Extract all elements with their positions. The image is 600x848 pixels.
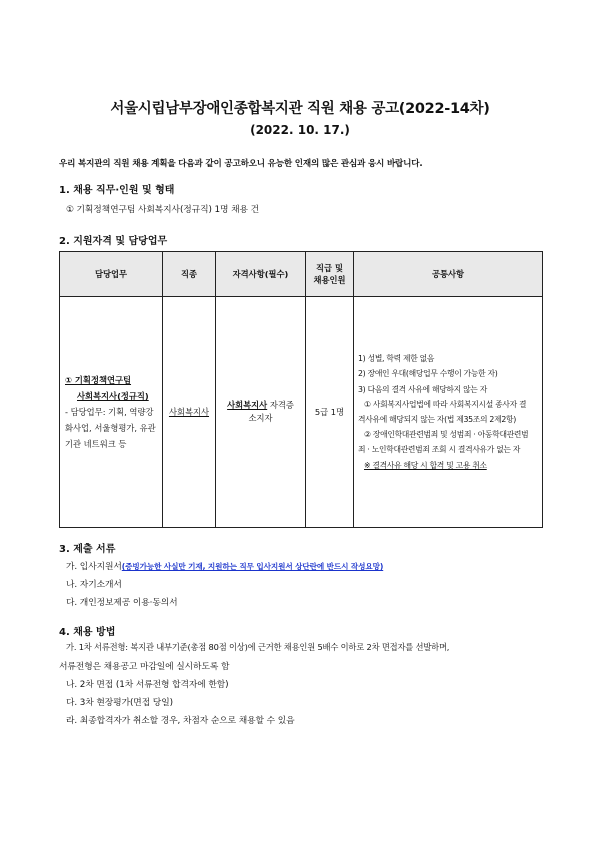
qualification-bold: 사회복지사: [227, 399, 268, 410]
table-header-row: [60, 252, 543, 297]
document-item: 나. 자기소개서: [66, 580, 122, 590]
header-grade-line2: 채용인원: [313, 275, 346, 285]
common-line: 2) 장애인 우대(해당업무 수행이 가능한 자): [358, 369, 498, 379]
header-grade: [306, 252, 354, 297]
page-title: 서울시립남부장애인종합복지관 직원 채용 공고(2022-14차): [110, 101, 490, 117]
cell-common: [354, 297, 543, 528]
section-heading-documents: 3. 제출 서류: [59, 544, 116, 555]
header-grade-line1: 직급 및: [316, 262, 343, 273]
duty-title-line2: 사회복지사(정규직): [77, 390, 149, 401]
method-item-continued: 서류전형은 채용공고 마감일에 실시하도록 함: [59, 662, 230, 672]
notice-date: (2022. 10. 17.): [250, 123, 350, 137]
common-line: 3) 다음의 결격 사유에 해당하지 않는 자: [358, 384, 487, 394]
cell-duty: [60, 297, 163, 528]
duty-description: - 담당업무: 기획, 역량강화사업, 서울형평가, 유관기관 네트워크 등: [65, 406, 156, 450]
method-item: 라. 최종합격자가 취소할 경우, 차점자 순으로 채용할 수 있음: [66, 716, 295, 726]
header-qualification: 자격사항(필수): [216, 252, 306, 297]
header-duty: 담당업무: [60, 252, 163, 297]
intro-text: 우리 복지관의 직원 채용 계획을 다음과 같이 공고하오니 유능한 인재의 많은 관심과 응시 바랍니다.: [59, 159, 423, 169]
qualification-table: [59, 251, 543, 528]
qualification-rest: 자격증: [267, 399, 294, 410]
cell-grade: 5급 1명: [306, 297, 354, 528]
section-heading-method: 4. 채용 방법: [59, 627, 116, 638]
method-item: 가. 1차 서류전형: 복지관 내부기준(총점 80점 이상)에 근거한 채용인원 5배수 이하로 2차 면접자를 선발하며,: [66, 642, 450, 652]
method-item: 다. 3차 현장평가(면접 당일): [66, 698, 173, 708]
job-type-value: 사회복지사: [168, 407, 210, 417]
common-note: ※ 결격사유 해당 시 합격 및 고용 취소: [364, 460, 487, 470]
method-item: 나. 2차 면접 (1차 서류전형 합격자에 한함): [66, 680, 229, 690]
document-item-label: 가. 입사지원서: [66, 562, 122, 572]
table-row: [60, 297, 543, 528]
common-line: ① 사회복지사업법에 따라 사회복지시설 종사자 결: [364, 399, 527, 409]
duty-title-line1: ① 기획정책연구팀: [65, 374, 132, 385]
cell-job-type: [163, 297, 216, 528]
common-line: 격사유에 해당되지 않는 자(법 제35조의 2제2항): [358, 415, 516, 424]
common-line: 죄 · 노인학대관련범죄 조회 시 결격사유가 없는 자: [358, 445, 521, 455]
common-line: 1) 성별, 학력 제한 없음: [358, 354, 435, 364]
document-item: [66, 559, 383, 572]
document-item-note: (증빙가능한 사실만 기재, 지원하는 직무 입사지원서 상단란에 반드시 작성요망): [121, 562, 384, 571]
cell-qualification: [216, 297, 306, 528]
position-item: ① 기획정책연구팀 사회복지사(정규직) 1명 채용 건: [66, 205, 259, 215]
common-line: ② 장애인학대관련범죄 및 성범죄 · 아동학대관련범: [364, 430, 529, 440]
section-heading-qualifications: 2. 지원자격 및 담당업무: [59, 236, 168, 247]
qualification-line2: 소지자: [248, 413, 273, 423]
header-job-type: 직종: [163, 252, 216, 297]
header-common: 공통사항: [354, 252, 543, 297]
document-item: 다. 개인정보제공 이용·동의서: [66, 598, 178, 608]
section-heading-positions: 1. 채용 직무·인원 및 형태: [59, 185, 175, 196]
